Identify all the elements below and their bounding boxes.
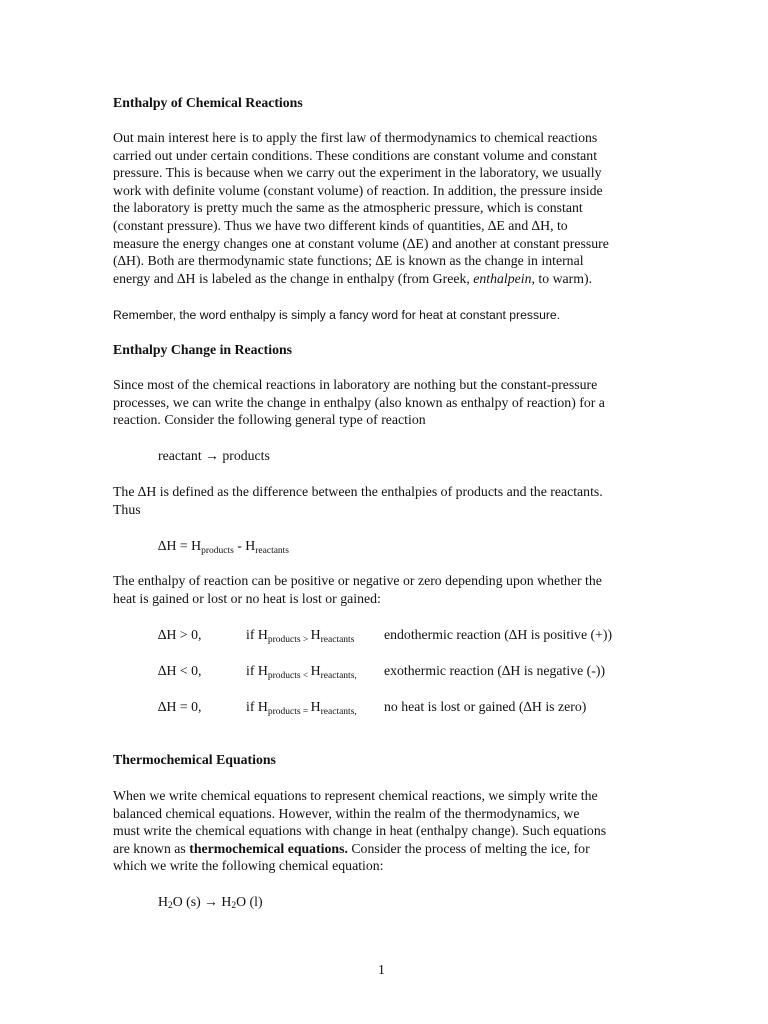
paragraph-line: carried out under certain conditions. These conditions are constant volume and constant [113,147,598,163]
paragraph-line: reaction. Consider the following general type of reaction [113,412,426,428]
paragraph-line: must write the chemical equations with change in heat (enthalpy change). Such equations [113,823,607,839]
paragraph-line: the laboratory is pretty much the same as the atmospheric pressure, which is constant [113,200,583,216]
paragraph-line: pressure. This is because when we carry out the experiment in the laboratory, we usually [113,165,602,181]
paragraph-line: The ∆H is defined as the difference between the enthalpies of products and the reactants. [113,484,603,499]
paragraph-line: processes, we can write the change in enthalpy (also known as enthalpy of reaction) for a [113,394,605,410]
ice-melting-equation: H2O (s) → H2O (l) [158,894,263,911]
paragraph-line: When we write chemical equations to represent chemical reactions, we simply write the [113,788,598,803]
enthalpy-equation: $\Delta H = H_{products} - H_{reactants}$ [158,538,290,556]
constant-pressure-paragraph [113,376,643,429]
paragraph-line: (∆H). Both are thermodynamic state functions; ∆E is known as the change in internal [113,253,584,269]
greek-term: enthalpein [473,270,532,286]
paragraph-line: measure the energy changes one at constant volume (∆E) and another at constant pressure [113,235,609,251]
definition-paragraph [113,483,643,518]
intro-paragraph [113,129,643,287]
paragraph-line: Thus [113,501,141,517]
paragraph-line: (constant pressure). Thus we have two different kinds of quantities, ∆E and ∆H, to [113,217,568,233]
heading-enthalpy-change-in-reactions: Enthalpy Change in Reactions [113,342,293,357]
paragraph-line: The enthalpy of reaction can be positive or negative or zero depending upon whether the [113,573,602,588]
thermochemical-paragraph [113,787,643,875]
paragraph-line: heat is gained or lost or no heat is lost or gained: [113,590,381,606]
paragraph-line: balanced chemical equations. However, within the realm of the thermodynamics, we [113,805,580,821]
bold-term: thermochemical equations. [189,840,348,856]
sign-paragraph [113,572,643,607]
heading-thermochemical-equations: Thermochemical Equations [113,752,276,767]
arrow-right-icon: → [204,894,218,909]
paragraph-line: are known as thermochemical equations. Consider the process of melting the ice, for [113,840,590,856]
general-reaction: reactant → products [158,448,270,463]
paragraph-line: which we write the following chemical equation: [113,858,384,874]
paragraph-line: Out main interest here is to apply the first law of thermodynamics to chemical reactions [113,130,598,145]
paragraph-line: work with definite volume (constant volume) of reaction. In addition, the pressure inside [113,182,603,198]
document-page: Enthalpy of Chemical Reactions Out main interest here is to apply the first law of thermodynamics to chemical reactions carried out under certain conditions. These conditions are constant volume and constant pressure. This is because when we carry out the experiment in the laboratory, we usually work with definite volume (constant volume) of reaction. In addition, the pressure inside the laboratory is pretty much the same as the atmospheric pressure, which is constant (constant pressure). Thus we have two different kinds of quantities, ∆E and ∆H, to measure the energy changes one at constant volume (∆E) and another at constant pressure (∆H). Both are thermodynamic state functions; ∆E is known as the change in internal energy and ∆H is labeled as the change in enthalpy (from Greek, enthalpein, to warm). Remember, the word enthalpy is simply a fancy word for heat at constant pressure. Enthalpy Change in Reactions Since most of the chemical reactions in laboratory are nothing but the constant-pressure processes, we can write the change in enthalpy (also known as enthalpy of reaction) for a reaction. Consider the following general type of reaction reactant → products The ∆H is defined as the difference between the enthalpies of products and the reactants. Thus $\Delta H = H_{products} - H_{reactants}$ The enthalpy of reaction can be positive or negative or zero depending upon whether the heat is gained or lost or no heat is lost or gained: ∆H > 0, if $H_{products >}$ $H_{reactants}$ endothermic reaction (∆H is positive (+)) ∆H < 0, if $H_{products <}$ $H_{reactants,}$ exothermic reaction (∆H is negative (-)) ∆H = 0, if $H_{products =}$ $H_{reactants,}$ no heat is lost or gained (∆H is zero) Thermochemical Equations When we write chemical equations to represent chemical reactions, we simply write the balanced chemical equations. However, within the realm of the thermodynamics, we must write the chemical equations with change in heat (enthalpy change). Such equations are known as thermochemical equations. Consider the process of melting the ice, for which we write the following chemical equation: H2O (s) → H2O (l) 1 [0,0,768,1024]
page-number: 1 [378,962,385,977]
heading-enthalpy-of-chemical-reactions: Enthalpy of Chemical Reactions [113,95,303,110]
paragraph-line: energy and ∆H is labeled as the change in enthalpy (from Greek, enthalpein, to warm). [113,270,593,286]
paragraph-line: Since most of the chemical reactions in laboratory are nothing but the constant-pressure [113,377,598,392]
arrow-right-icon: → [205,448,219,463]
remember-note: Remember, the word enthalpy is simply a fancy word for heat at constant pressure. [113,308,561,322]
